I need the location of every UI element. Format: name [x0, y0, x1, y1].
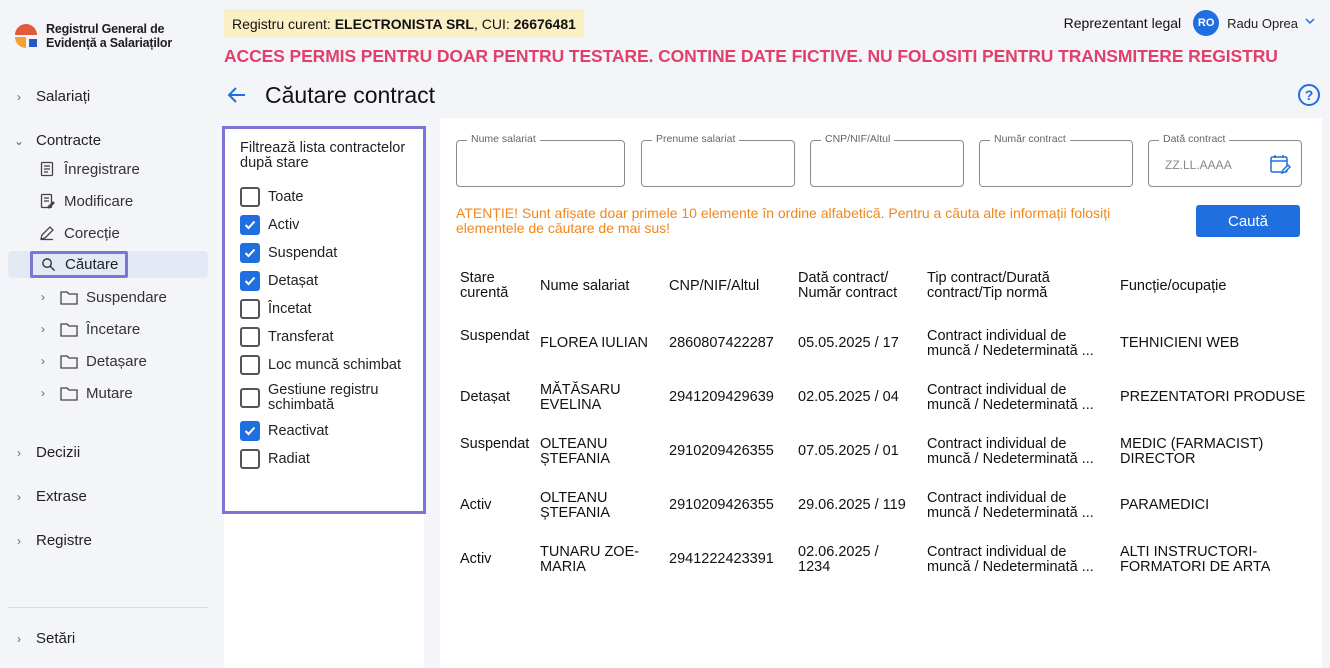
nav-mutare[interactable]: › Mutare — [36, 384, 133, 402]
checkbox[interactable] — [240, 388, 260, 408]
nav-incetare[interactable]: › Încetare — [36, 320, 140, 338]
filter-activ[interactable]: Activ — [240, 215, 299, 235]
checkbox-checked[interactable] — [240, 421, 260, 441]
filter-detasat[interactable]: Detașat — [240, 271, 318, 291]
col-cnp[interactable]: CNP/NIF/Altul — [669, 278, 760, 294]
cell-tip[interactable]: Contract individual de muncă / Nedeterminată ... — [927, 382, 1094, 413]
cell-functie[interactable]: MEDIC (FARMACIST) DIRECTOR — [1120, 436, 1264, 467]
filter-gestiune-registru-schimbata[interactable]: Gestiune registru schimbată — [240, 383, 410, 413]
cell-tip[interactable]: Contract individual de muncă / Nedeterminată ... — [927, 490, 1094, 521]
cell-cnp[interactable]: 2941222423391 — [669, 551, 774, 567]
cell-tip[interactable]: Contract individual de muncă / Nedeterminată ... — [927, 544, 1094, 575]
current-registry-badge: Registru curent: ELECTRONISTA SRL , CUI: 26676481 — [224, 9, 584, 38]
checkbox-checked[interactable] — [240, 215, 260, 235]
filter-suspendat[interactable]: Suspendat — [240, 243, 337, 263]
filter-panel-background — [224, 514, 424, 668]
folder-icon — [60, 288, 78, 306]
filter-incetat[interactable]: Încetat — [240, 299, 312, 319]
chevron-right-icon: › — [17, 445, 21, 460]
user-menu[interactable] — [1064, 10, 1316, 36]
chevron-right-icon: › — [17, 89, 21, 104]
cell-stare[interactable]: Suspendat — [460, 328, 530, 344]
cell-functie[interactable]: ALTI INSTRUCTORI-FORMATORI DE ARTA — [1120, 544, 1271, 575]
cell-functie[interactable]: PARAMEDICI — [1120, 497, 1210, 513]
cell-tip[interactable]: Contract individual de muncă / Nedeterminată ... — [927, 328, 1094, 359]
app-title: Registrul General de Evidență a Salariaților — [46, 22, 173, 50]
app-logo[interactable] — [12, 22, 172, 50]
cell-data[interactable]: 02.05.2025 / 04 — [798, 389, 899, 405]
chevron-right-icon: › — [41, 386, 45, 400]
filter-transferat[interactable]: Transferat — [240, 327, 334, 347]
pencil-icon — [38, 224, 56, 242]
chevron-right-icon: › — [17, 631, 21, 646]
nav-suspendare[interactable]: › Suspendare — [36, 288, 167, 306]
sidebar — [0, 0, 216, 668]
cell-data[interactable]: 05.05.2025 / 17 — [798, 335, 899, 351]
nav-contracte[interactable]: ⌄ Contracte — [13, 132, 102, 149]
nav-detasare[interactable]: › Detașare — [36, 352, 147, 370]
cell-cnp[interactable]: 2941209429639 — [669, 389, 774, 405]
calendar-edit-icon[interactable] — [1269, 153, 1291, 175]
document-edit-icon — [38, 192, 56, 210]
cell-nume[interactable]: FLOREA IULIAN — [540, 335, 648, 351]
status-filter-panel — [222, 126, 426, 514]
cnp-field[interactable]: CNP/NIF/Altul — [810, 140, 964, 187]
cell-data[interactable]: 07.05.2025 / 01 — [798, 443, 899, 459]
nav-cautare[interactable] — [8, 251, 208, 278]
cell-cnp[interactable]: 2910209426355 — [669, 497, 774, 513]
cell-cnp[interactable]: 2860807422287 — [669, 335, 774, 351]
chevron-right-icon: › — [17, 489, 21, 504]
cell-data[interactable]: 02.06.2025 / 1234 — [798, 544, 879, 575]
filter-toate[interactable]: Toate — [240, 187, 303, 207]
chevron-right-icon: › — [41, 354, 45, 368]
chevron-right-icon: › — [41, 290, 45, 304]
user-role: Reprezentant legal — [1063, 15, 1182, 31]
checkbox-checked[interactable] — [240, 243, 260, 263]
checkbox[interactable] — [240, 187, 260, 207]
data-contract-field[interactable]: Dată contract ZZ.LL.AAAA — [1148, 140, 1302, 187]
nav-inregistrare[interactable]: Înregistrare — [38, 160, 140, 178]
cell-nume[interactable]: OLTEANU ȘTEFANIA — [540, 436, 611, 467]
folder-icon — [60, 384, 78, 402]
nav-setari[interactable]: › Setări — [12, 630, 75, 647]
filter-loc-munca-schimbat[interactable]: Loc muncă schimbat — [240, 355, 401, 375]
logo-icon — [12, 22, 40, 50]
cell-functie[interactable]: PREZENTATORI PRODUSE — [1120, 389, 1306, 405]
cell-nume[interactable]: OLTEANU ȘTEFANIA — [540, 490, 611, 521]
search-icon — [39, 256, 57, 274]
nav-corectie[interactable]: Corecție — [38, 224, 120, 242]
cell-functie[interactable]: TEHNICIENI WEB — [1120, 335, 1240, 351]
nav-decizii[interactable]: › Decizii — [12, 444, 80, 461]
cell-stare[interactable]: Suspendat — [460, 436, 530, 452]
cell-stare[interactable]: Detașat — [460, 389, 510, 405]
numar-contract-field[interactable]: Număr contract — [979, 140, 1133, 187]
chevron-right-icon: › — [17, 533, 21, 548]
nav-extrase[interactable]: › Extrase — [12, 488, 87, 505]
checkbox[interactable] — [240, 327, 260, 347]
checkbox[interactable] — [240, 299, 260, 319]
folder-icon — [60, 352, 78, 370]
main-content — [440, 118, 1322, 668]
nav-cautare-selected[interactable]: Căutare — [30, 251, 128, 278]
checkbox[interactable] — [240, 355, 260, 375]
cell-tip[interactable]: Contract individual de muncă / Nedeterminată ... — [927, 436, 1094, 467]
avatar: RO — [1193, 10, 1219, 36]
filter-title: Filtrează lista contractelor după stare — [240, 140, 406, 171]
folder-icon — [60, 320, 78, 338]
document-list-icon — [38, 160, 56, 178]
back-arrow-icon[interactable] — [226, 84, 248, 106]
chevron-down-icon: ⌄ — [13, 133, 25, 148]
page-title: Căutare contract — [265, 82, 436, 108]
search-button[interactable]: Caută — [1196, 205, 1300, 237]
checkbox[interactable] — [240, 449, 260, 469]
filter-radiat[interactable]: Radiat — [240, 449, 310, 469]
col-stare[interactable]: Stare curentă — [460, 270, 509, 301]
checkbox-checked[interactable] — [240, 271, 260, 291]
prenume-salariat-field[interactable]: Prenume salariat — [641, 140, 795, 187]
test-warning-banner: ACCES PERMIS PENTRU DOAR PENTRU TESTARE. CONTINE DATE FICTIVE. NU FOLOSITI PENTRU TRANSMITERE REGISTRU — [224, 46, 1278, 66]
results-notice: ATENȚIE! Sunt afișate doar primele 10 elemente în ordine alfabetică. Pentru a căuta alte informații folosiți elementele de căutare de mai sus! — [456, 205, 1111, 236]
chevron-down-icon — [1304, 14, 1316, 32]
cell-data[interactable]: 29.06.2025 / 119 — [798, 497, 906, 513]
chevron-right-icon: › — [41, 322, 45, 336]
col-tip[interactable]: Tip contract/Durată contract/Tip normă — [927, 270, 1050, 301]
col-data[interactable]: Dată contract/ Număr contract — [798, 270, 898, 301]
sidebar-divider — [8, 607, 208, 608]
cell-nume[interactable]: TUNARU ZOE-MARIA — [540, 544, 640, 575]
cell-stare[interactable]: Activ — [460, 497, 492, 513]
nume-salariat-field[interactable]: Nume salariat — [456, 140, 625, 187]
cell-cnp[interactable]: 2910209426355 — [669, 443, 774, 459]
cell-nume[interactable]: MĂTĂSARU EVELINA — [540, 382, 621, 413]
filter-reactivat[interactable]: Reactivat — [240, 421, 328, 441]
cell-stare[interactable]: Activ — [460, 551, 492, 567]
col-nume[interactable]: Nume salariat — [540, 278, 630, 294]
user-name: Radu Oprea — [1227, 15, 1298, 31]
nav-registre[interactable]: › Registre — [12, 532, 92, 549]
col-functie[interactable]: Funcție/ocupație — [1120, 278, 1227, 294]
nav-modificare[interactable]: Modificare — [38, 192, 133, 210]
nav-salariati[interactable]: › Salariați — [12, 88, 90, 105]
help-icon[interactable]: ? — [1298, 84, 1320, 106]
